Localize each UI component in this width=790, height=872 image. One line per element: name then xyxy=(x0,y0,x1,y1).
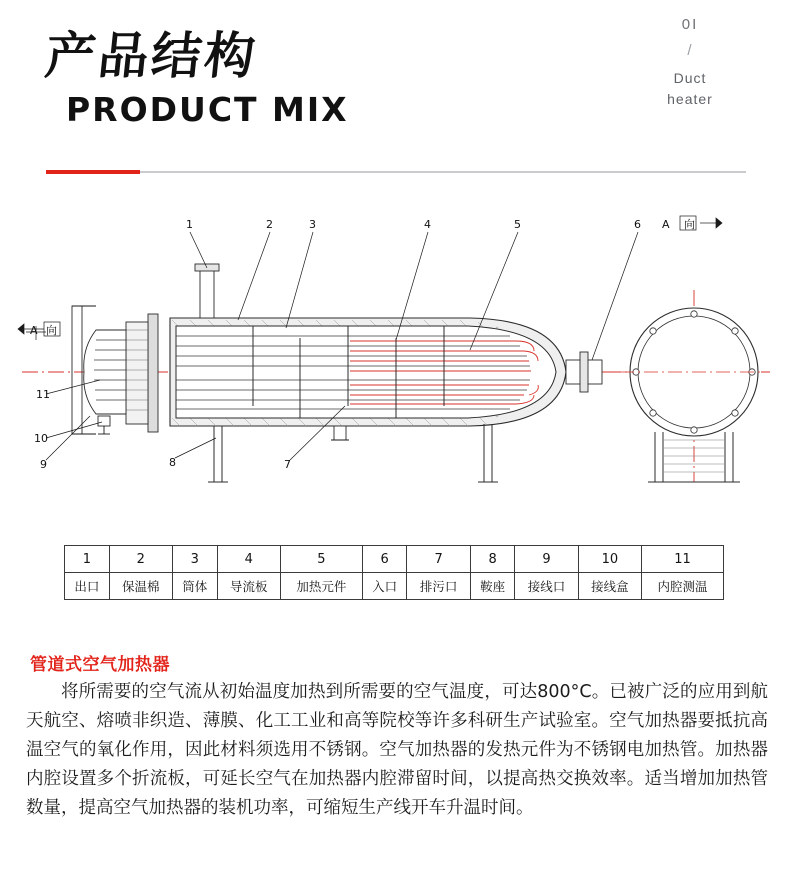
legend-number-cell: 9 xyxy=(515,546,578,573)
legend-name-cell: 出口 xyxy=(65,573,110,600)
legend-name-cell: 加热元件 xyxy=(280,573,362,600)
legend-name-cell: 排污口 xyxy=(407,573,470,600)
svg-text:7: 7 xyxy=(284,458,291,471)
svg-text:8: 8 xyxy=(169,456,176,469)
legend-number-cell: 8 xyxy=(470,546,515,573)
legend-number-cell: 1 xyxy=(65,546,110,573)
legend-name-cell: 筒体 xyxy=(172,573,217,600)
svg-text:6: 6 xyxy=(634,218,641,231)
header-divider xyxy=(46,170,746,174)
legend-number-row xyxy=(65,546,724,573)
page-title-cn: 产品结构 xyxy=(42,27,261,85)
divider-accent xyxy=(46,170,140,174)
svg-text:5: 5 xyxy=(514,218,521,231)
svg-text:4: 4 xyxy=(424,218,431,231)
legend-number-cell: 3 xyxy=(172,546,217,573)
section-heading: 管道式空气加热器 xyxy=(30,655,170,675)
legend-number-cell: 6 xyxy=(362,546,407,573)
legend-number-cell: 11 xyxy=(641,546,723,573)
svg-text:2: 2 xyxy=(266,218,273,231)
legend-name-row xyxy=(65,573,724,600)
svg-text:向: 向 xyxy=(46,324,57,337)
legend-name-cell: 接线口 xyxy=(515,573,578,600)
page-header xyxy=(0,0,790,185)
svg-text:1: 1 xyxy=(186,218,193,231)
divider-line xyxy=(140,171,746,173)
legend-number-cell: 7 xyxy=(407,546,470,573)
slash-divider: / xyxy=(687,42,693,59)
corner-label-line1: Duct xyxy=(673,70,707,86)
legend-name-cell: 内腔测温 xyxy=(641,573,723,600)
legend-name-cell: 接线盒 xyxy=(578,573,641,600)
svg-text:11: 11 xyxy=(36,388,50,401)
product-structure-drawing xyxy=(0,210,790,540)
page-title-en: PRODUCT MIX xyxy=(66,90,349,129)
svg-text:10: 10 xyxy=(34,432,48,445)
svg-text:3: 3 xyxy=(309,218,316,231)
corner-label-block xyxy=(630,14,750,110)
corner-label-line2: heater xyxy=(667,91,713,107)
svg-text:A: A xyxy=(662,218,670,231)
legend-table xyxy=(64,545,724,600)
svg-text:9: 9 xyxy=(40,458,47,471)
section-paragraph: 将所需要的空气流从初始温度加热到所需要的空气温度，可达800°C。已被广泛的应用到航天航空、熔喷非织造、薄膜、化工工业和高等院校等许多科研生产试验室。空气加热器要抵抗高温空气的氧化作用，因此材料须选用不锈钢。空气加热器的发热元件为不锈钢电加热管。加热器内腔设置多个折流板，可延长空气在加热器内腔滞留时间，以提高热交换效率。适当增加加热管数量，提高空气加热器的装机功率，可缩短生产线开车升温时间。 xyxy=(26,682,768,818)
legend-name-cell: 入口 xyxy=(362,573,407,600)
svg-text:向: 向 xyxy=(684,218,695,231)
legend-name-cell: 鞍座 xyxy=(470,573,515,600)
legend-number-cell: 10 xyxy=(578,546,641,573)
legend-number-cell: 2 xyxy=(109,546,172,573)
legend-number-cell: 4 xyxy=(217,546,280,573)
legend-name-cell: 保温棉 xyxy=(109,573,172,600)
svg-text:A: A xyxy=(30,324,38,337)
section-number: 0I xyxy=(681,16,699,33)
legend-number-cell: 5 xyxy=(280,546,362,573)
legend-name-cell: 导流板 xyxy=(217,573,280,600)
